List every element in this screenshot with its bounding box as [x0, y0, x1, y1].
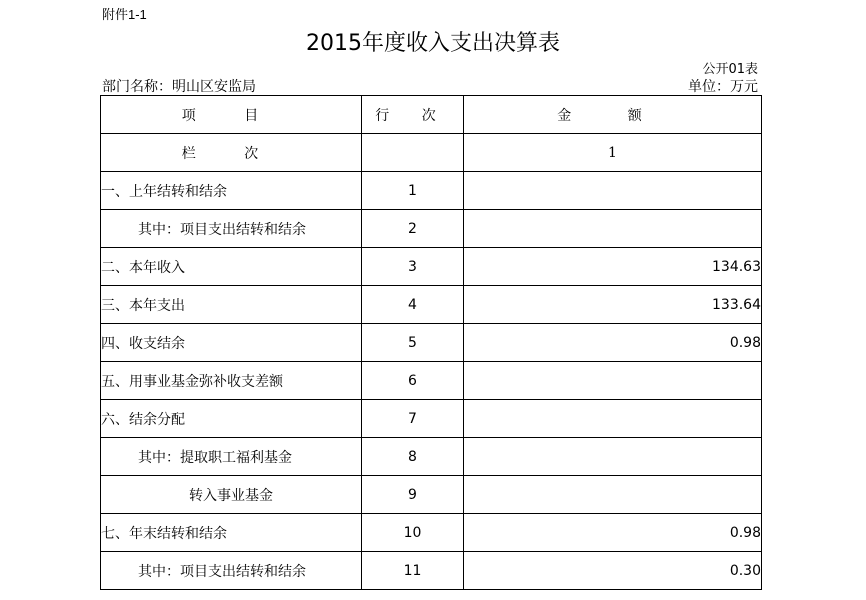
row-item: 四、收支结余: [101, 324, 362, 362]
row-item: 三、本年支出: [101, 286, 362, 324]
row-item: 七、年末结转和结余: [101, 514, 362, 552]
table-header-row: [101, 96, 762, 134]
department-name: 部门名称：明山区安监局: [102, 79, 256, 95]
row-amount: [464, 438, 762, 476]
unit-label: 单位：万元: [688, 79, 758, 95]
column-index-item: 栏 次: [101, 134, 362, 172]
row-line: 7: [362, 400, 464, 438]
row-amount: [464, 476, 762, 514]
row-line: 10: [362, 514, 464, 552]
row-line: 11: [362, 552, 464, 590]
row-amount: 0.98: [464, 514, 762, 552]
row-item: 五、用事业基金弥补收支差额: [101, 362, 362, 400]
row-item: 二、本年收入: [101, 248, 362, 286]
table-row: [101, 324, 762, 362]
row-amount: [464, 400, 762, 438]
table-row: [101, 438, 762, 476]
table-row: [101, 248, 762, 286]
row-amount: 0.30: [464, 552, 762, 590]
row-item: 转入事业基金: [101, 476, 362, 514]
row-item: 六、结余分配: [101, 400, 362, 438]
row-line: 9: [362, 476, 464, 514]
table-row: [101, 210, 762, 248]
table-row: [101, 286, 762, 324]
row-line: 6: [362, 362, 464, 400]
row-item: 其中：项目支出结转和结余: [101, 210, 362, 248]
header-line: 行 次: [362, 96, 464, 134]
table-row: [101, 172, 762, 210]
table-row: [101, 476, 762, 514]
row-item: 其中：提取职工福利基金: [101, 438, 362, 476]
row-line: 3: [362, 248, 464, 286]
row-line: 2: [362, 210, 464, 248]
row-item: 一、上年结转和结余: [101, 172, 362, 210]
column-index-line: [362, 134, 464, 172]
row-line: 1: [362, 172, 464, 210]
row-amount: [464, 210, 762, 248]
row-line: 8: [362, 438, 464, 476]
row-amount: [464, 172, 762, 210]
page-title: 2015年度收入支出决算表: [306, 31, 560, 56]
table-row: [101, 552, 762, 590]
table-row: [101, 400, 762, 438]
row-amount: 133.64: [464, 286, 762, 324]
row-line: 5: [362, 324, 464, 362]
row-item: 其中：项目支出结转和结余: [101, 552, 362, 590]
attachment-label: 附件1-1: [102, 7, 147, 22]
table-row: [101, 362, 762, 400]
row-line: 4: [362, 286, 464, 324]
row-amount: 134.63: [464, 248, 762, 286]
budget-table: [100, 95, 762, 590]
table-row: [101, 514, 762, 552]
row-amount: 0.98: [464, 324, 762, 362]
column-index-row: [101, 134, 762, 172]
column-index-amount: 1: [464, 134, 762, 172]
row-amount: [464, 362, 762, 400]
form-code: 公开01表: [702, 62, 758, 77]
header-item: 项 目: [101, 96, 362, 134]
header-amount: 金 额: [464, 96, 762, 134]
